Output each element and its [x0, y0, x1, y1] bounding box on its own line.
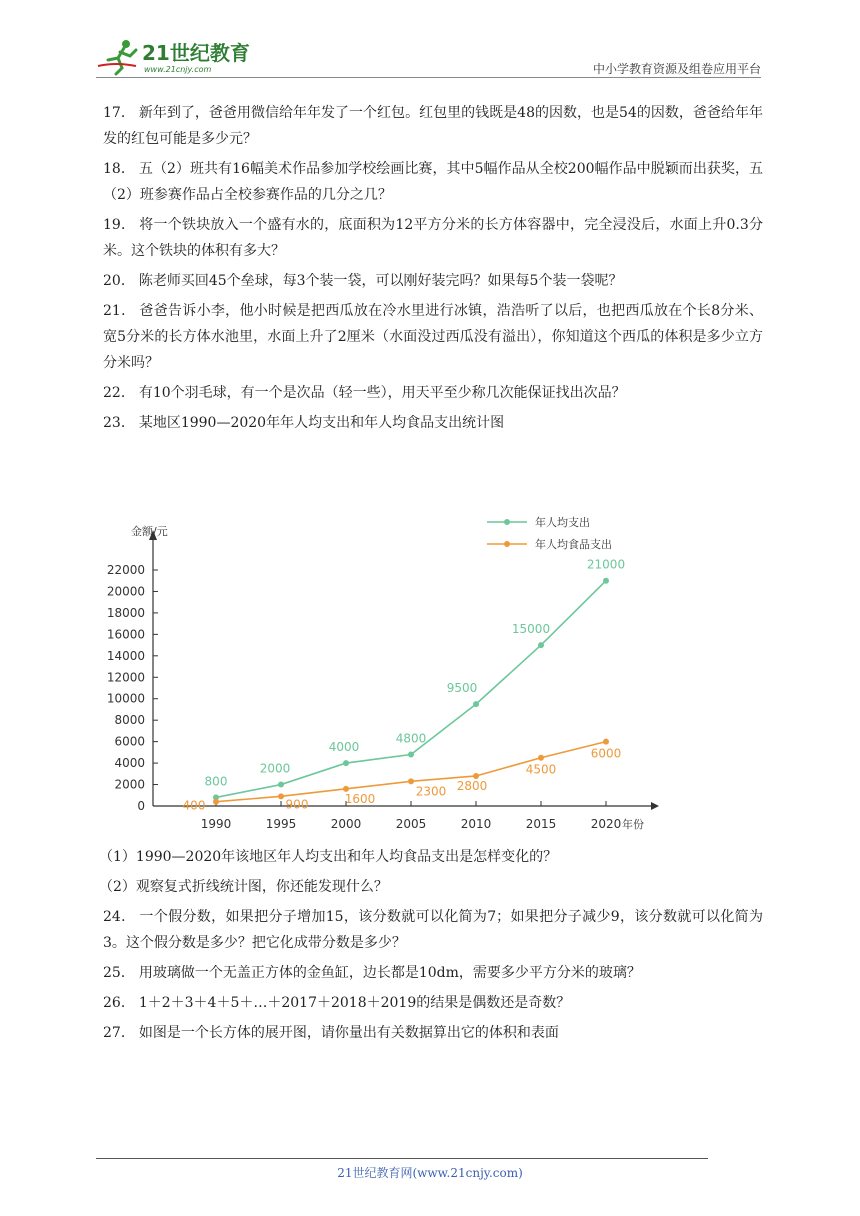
y-tick-label: 0	[137, 799, 145, 813]
legend-label: 年人均支出	[535, 516, 590, 529]
question-18	[103, 156, 763, 208]
question-17	[103, 100, 763, 152]
question-text: 如图是一个长方体的展开图，请你量出有关数据算出它的体积和表面	[138, 1025, 559, 1041]
y-axis-label: 金额/元	[131, 525, 168, 538]
question-list-continued	[99, 844, 763, 1050]
question-25	[103, 960, 763, 986]
data-point	[603, 739, 609, 745]
data-point	[278, 793, 284, 799]
x-tick-label: 2005	[395, 817, 427, 831]
data-point	[473, 701, 479, 707]
question-text: 爸爸告诉小李，他小时候是把西瓜放在冷水里进行冰镇，浩浩听了以后，也把西瓜放在个长8分米、宽5分米的长方体水池里，水面上升了2厘米（水面没过西瓜没有溢出），你知道这个西瓜的体积是多少立方分米吗？	[103, 303, 763, 371]
question-list	[103, 100, 763, 440]
x-axis-arrow	[651, 802, 659, 810]
footer-divider	[96, 1158, 708, 1159]
x-tick-label: 1990	[200, 817, 232, 831]
y-tick-label: 6000	[114, 734, 145, 749]
question-number: 25．	[103, 965, 135, 981]
question-number: 23．	[103, 415, 135, 431]
line-chart	[103, 512, 663, 842]
question-text: 有10个羽毛球，有一个是次品（轻一些），用天平至少称几次能保证找出次品？	[138, 385, 626, 401]
question-number: 18．	[103, 161, 135, 177]
data-label: 800	[204, 774, 228, 789]
question-number: 22．	[103, 385, 135, 401]
data-point	[408, 752, 414, 758]
question-text: 1＋2＋3＋4＋5＋…＋2017＋2018＋2019的结果是偶数还是奇数？	[138, 995, 571, 1011]
data-point	[213, 799, 219, 805]
question-text: 陈老师买回45个垒球，每3个装一袋，可以刚好装完吗？如果每5个装一袋呢？	[138, 273, 623, 289]
y-tick-label: 18000	[106, 605, 145, 620]
question-text: 一个假分数，如果把分子增加15，该分数就可以化简为7；如果把分子减少9，该分数就可以化简为3。这个假分数是多少？把它化成带分数是多少？	[103, 909, 763, 951]
data-point	[408, 778, 414, 784]
y-tick-label: 16000	[106, 627, 145, 642]
runner-icon	[98, 40, 136, 74]
q23-sub-1: （1）1990—2020年该地区年人均支出和年人均食品支出是怎样变化的？	[99, 849, 558, 865]
question-number: 19．	[103, 217, 136, 233]
y-tick-label: 2000	[114, 777, 145, 792]
data-label: 2300	[415, 784, 447, 799]
data-point	[343, 760, 349, 766]
question-number: 24．	[103, 909, 136, 925]
data-label: 21000	[586, 557, 626, 572]
data-point	[538, 642, 544, 648]
legend-label: 年人均食品支出	[535, 538, 612, 551]
header-divider	[96, 77, 761, 78]
data-label: 2800	[456, 778, 488, 793]
logo	[96, 36, 266, 76]
data-label: 2000	[259, 761, 291, 776]
question-19	[103, 212, 763, 264]
y-tick-label: 4000	[114, 756, 145, 771]
data-label: 9500	[446, 681, 478, 696]
platform-name: 中小学教育资源及组卷应用平台	[592, 62, 761, 76]
x-tick-label: 2020	[590, 817, 622, 831]
y-tick-label: 22000	[106, 563, 145, 577]
data-label: 400	[182, 798, 206, 813]
data-label: 15000	[511, 622, 551, 637]
question-20	[103, 268, 763, 294]
data-label: 6000	[590, 746, 622, 761]
question-23	[103, 410, 763, 436]
logo-text: 21世纪教育	[142, 41, 250, 65]
data-label: 4800	[395, 731, 427, 746]
question-text: 用玻璃做一个无盖正方体的金鱼缸，边长都是10dm，需要多少平方分米的玻璃？	[138, 965, 641, 981]
legend-marker	[504, 541, 510, 547]
q23-sub-2: （2）观察复式折线统计图，你还能发现什么？	[99, 879, 388, 895]
question-21	[103, 298, 763, 376]
question-22	[103, 380, 763, 406]
y-tick-label: 12000	[106, 670, 145, 685]
x-axis-label: 年份	[622, 818, 644, 831]
question-text: 将一个铁块放入一个盛有水的，底面积为12平方分米的长方体容器中，完全浸没后，水面上升0.3分米。这个铁块的体积有多大？	[103, 217, 763, 259]
question-number: 20．	[103, 273, 135, 289]
question-number: 21．	[103, 303, 136, 319]
chart-svg	[103, 512, 663, 842]
y-tick-label: 14000	[106, 648, 145, 663]
data-label: 4000	[328, 740, 360, 755]
y-tick-label: 8000	[114, 713, 145, 728]
data-label: 1600	[344, 791, 376, 806]
question-text: 新年到了，爸爸用微信给年年发了一个红包。红包里的钱既是48的因数，也是54的因数，爸爸给年年发的红包可能是多少元？	[103, 105, 763, 147]
question-26	[103, 990, 763, 1016]
page-header	[96, 30, 761, 78]
data-point	[278, 782, 284, 788]
x-tick-label: 2015	[525, 817, 557, 831]
x-tick-label: 1995	[265, 817, 297, 831]
y-tick-label: 10000	[106, 691, 145, 706]
y-tick-label: 20000	[106, 584, 145, 599]
legend-marker	[504, 519, 510, 525]
question-number: 26．	[103, 995, 135, 1011]
data-label: 4500	[525, 762, 557, 777]
x-tick-label: 2000	[330, 817, 362, 831]
data-point	[538, 755, 544, 761]
footer-text: 21世纪教育网(www.21cnjy.com)	[337, 1166, 523, 1180]
question-number: 17．	[103, 105, 135, 121]
x-tick-label: 2010	[460, 817, 492, 831]
logo-subtext: www.21cnjy.com	[144, 65, 212, 74]
question-number: 27．	[103, 1025, 135, 1041]
question-27	[103, 1020, 763, 1046]
data-label: 900	[285, 797, 309, 812]
question-text: 五（2）班共有16幅美术作品参加学校绘画比赛，其中5幅作品从全校200幅作品中脱颖而出获奖，五（2）班参赛作品占全校参赛作品的几分之几？	[103, 161, 763, 203]
question-text: 某地区1990—2020年年人均支出和年人均食品支出统计图	[138, 415, 505, 431]
question-24	[103, 904, 763, 956]
data-point	[603, 578, 609, 584]
